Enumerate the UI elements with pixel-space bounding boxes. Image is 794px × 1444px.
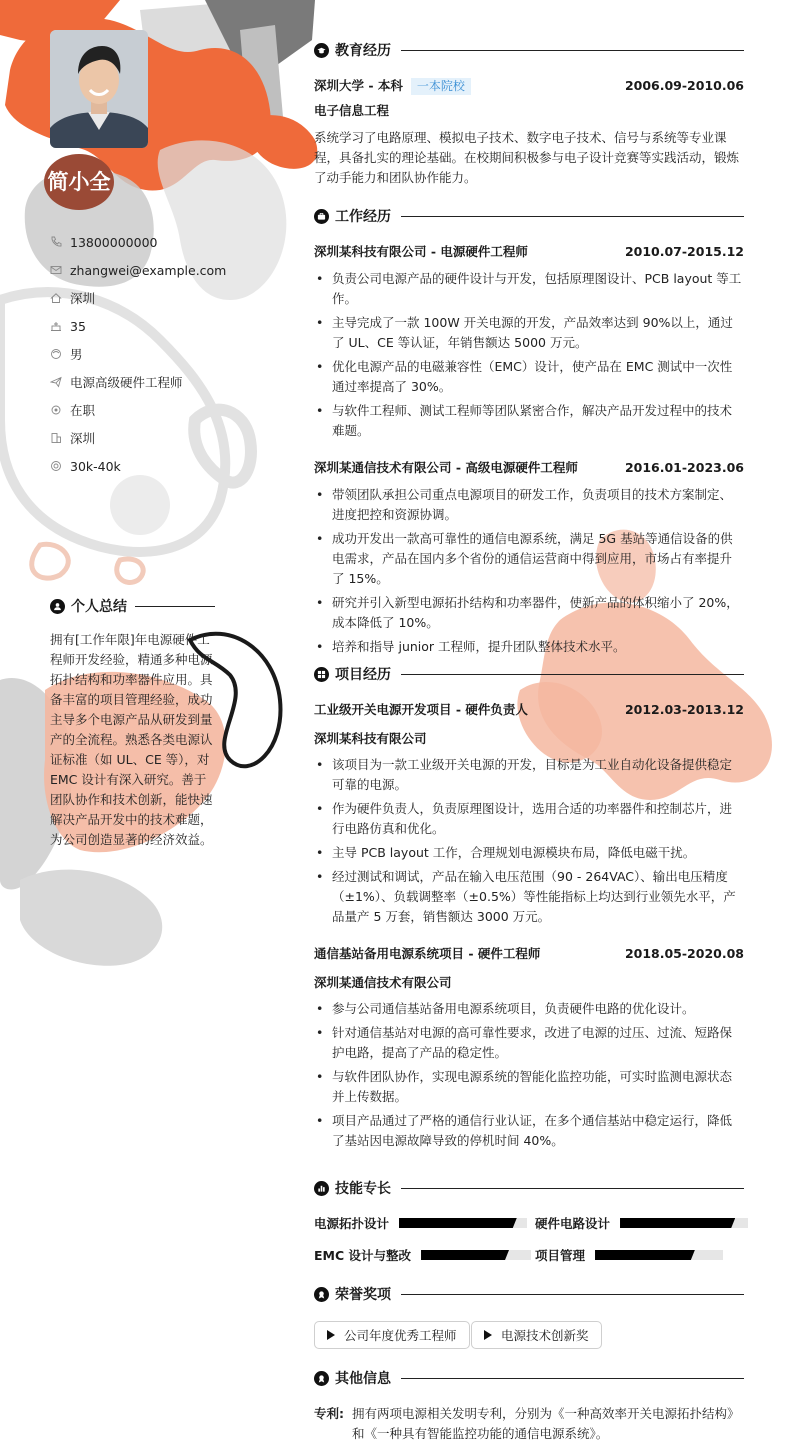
divider bbox=[135, 606, 215, 607]
gender-icon bbox=[50, 348, 62, 360]
contact-salary bbox=[50, 457, 121, 475]
project-date: 2012.03-2013.12 bbox=[624, 701, 744, 717]
project-company: 深圳某科技有限公司 bbox=[314, 731, 427, 746]
award-label: 公司年度优秀工程师 bbox=[344, 1328, 457, 1343]
contact-status bbox=[50, 401, 95, 419]
skill-bar-fill bbox=[620, 1218, 735, 1228]
job-date: 2016.01-2023.06 bbox=[624, 459, 744, 475]
phone-icon bbox=[50, 236, 62, 248]
skill-item bbox=[314, 1214, 527, 1232]
other-heading bbox=[314, 1368, 744, 1388]
candidate-name: 简小全 bbox=[44, 154, 114, 210]
skill-bar-fill bbox=[421, 1250, 509, 1260]
skill-item bbox=[314, 1246, 531, 1264]
projects-title: 项目经历 bbox=[335, 667, 391, 683]
list-item: • 与软件团队协作，实现电源系统的智能化监控功能，可实时监测电源状态并上传数据。 bbox=[314, 1067, 744, 1107]
school-badge: 一本院校 bbox=[411, 78, 471, 95]
education-heading bbox=[314, 40, 744, 60]
list-item: • 主导完成了一款 100W 开关电源的开发，产品效率达到 90%以上，通过了 UL、CE 等认证，年销售额达 5000 万元。 bbox=[314, 313, 744, 353]
award-label: 电源技术创新奖 bbox=[501, 1328, 589, 1343]
education-description: 系统学习了电路原理、模拟电子技术、数字电子技术、信号与系统等专业课程，具备扎实的理论基础。在校期间积极参与电子设计竞赛等实践活动，锻炼了动手能力和团队协作能力。 bbox=[314, 130, 740, 185]
project-bullets bbox=[314, 755, 744, 931]
list-item: • 针对通信基站对电源的高可靠性要求，改进了电源的过压、过流、短路保护电路，提高了产品的稳定性。 bbox=[314, 1023, 744, 1063]
job-heading: 深圳某科技有限公司 - 电源硬件工程师 bbox=[314, 244, 528, 259]
job-bullets bbox=[314, 269, 744, 445]
skill-item bbox=[535, 1214, 748, 1232]
work-title: 工作经历 bbox=[335, 209, 391, 225]
contact-value: 深圳 bbox=[70, 431, 96, 446]
contact-value: 电源高级硬件工程师 bbox=[70, 375, 183, 390]
awards-title: 荣誉奖项 bbox=[335, 1287, 391, 1303]
play-icon bbox=[484, 1330, 492, 1340]
contact-city bbox=[50, 289, 95, 307]
project-row bbox=[314, 944, 744, 962]
skill-bar bbox=[421, 1250, 531, 1260]
divider bbox=[401, 50, 744, 51]
building-icon bbox=[50, 432, 62, 444]
job-bullets bbox=[314, 485, 744, 661]
list-item: • 参与公司通信基站备用电源系统项目，负责硬件电路的优化设计。 bbox=[314, 999, 744, 1019]
school-name: 深圳大学 - 本科 bbox=[314, 77, 403, 93]
cake-icon bbox=[50, 320, 62, 332]
divider bbox=[401, 1294, 744, 1295]
skills-title: 技能专长 bbox=[335, 1181, 391, 1197]
job-heading: 深圳某通信技术有限公司 - 高级电源硬件工程师 bbox=[314, 460, 578, 475]
list-item: • 培养和指导 junior 工程师，提升团队整体技术水平。 bbox=[314, 637, 744, 657]
send-icon bbox=[50, 376, 62, 388]
awards-heading bbox=[314, 1284, 744, 1304]
list-item: • 该项目为一款工业级开关电源的开发，目标是为工业自动化设备提供稳定可靠的电源。 bbox=[314, 755, 744, 795]
divider bbox=[401, 216, 744, 217]
skill-name: 硬件电路设计 bbox=[535, 1216, 611, 1231]
award-icon bbox=[314, 1371, 329, 1386]
other-info bbox=[314, 1404, 744, 1444]
job-row bbox=[314, 242, 744, 260]
other-label: 专利: bbox=[314, 1406, 344, 1421]
contact-value: 男 bbox=[70, 347, 83, 362]
skill-name: EMC 设计与整改 bbox=[314, 1248, 412, 1263]
list-item: • 与软件工程师、测试工程师等团队紧密合作，解决产品开发过程中的技术难题。 bbox=[314, 401, 744, 441]
skills-heading bbox=[314, 1178, 744, 1198]
list-item: • 经过测试和调试，产品在输入电压范围（90 - 264VAC）、输出电压精度（±1%）、负载调整率（±0.5%）等性能指标上均达到行业领先水平，产品量产 5 万套，销售额达 3000 万元。 bbox=[314, 867, 744, 927]
skill-item bbox=[535, 1246, 723, 1264]
salary-icon bbox=[50, 460, 62, 472]
education-major: 电子信息工程 bbox=[314, 103, 390, 118]
contact-email bbox=[50, 261, 226, 279]
project-company: 深圳某通信技术有限公司 bbox=[314, 975, 452, 990]
skill-bar-fill bbox=[399, 1218, 517, 1228]
skill-bar bbox=[620, 1218, 748, 1228]
other-text: 拥有两项电源相关发明专利，分别为《一种高效率开关电源拓扑结构》和《一种具有智能监控功能的通信电源系统》。 bbox=[352, 1406, 740, 1441]
graduation-cap-icon bbox=[314, 43, 329, 58]
list-item: • 主导 PCB layout 工作，合理规划电源模块布局，降低电磁干扰。 bbox=[314, 843, 744, 863]
education-row bbox=[314, 76, 744, 94]
contact-position bbox=[50, 373, 183, 391]
contact-gender bbox=[50, 345, 83, 363]
list-item: • 负责公司电源产品的硬件设计与开发，包括原理图设计、PCB layout 等工作。 bbox=[314, 269, 744, 309]
list-item: • 研究并引入新型电源拓扑结构和功率器件，使新产品的体积缩小了 20%，成本降低了 10%。 bbox=[314, 593, 744, 633]
other-title: 其他信息 bbox=[335, 1371, 391, 1387]
work-heading bbox=[314, 206, 744, 226]
contact-age bbox=[50, 317, 86, 335]
skill-bar bbox=[595, 1250, 723, 1260]
project-row bbox=[314, 700, 744, 718]
project-bullets bbox=[314, 999, 744, 1155]
summary-title: 个人总结 bbox=[71, 599, 127, 615]
home-icon bbox=[50, 292, 62, 304]
list-item: • 作为硬件负责人，负责原理图设计，选用合适的功率器件和控制芯片，进行电路仿真和优化。 bbox=[314, 799, 744, 839]
bar-chart-icon bbox=[314, 1181, 329, 1196]
project-heading: 工业级开关电源开发项目 - 硬件负责人 bbox=[314, 702, 528, 717]
summary-text: 拥有[工作年限]年电源硬件工程师开发经验，精通多种电源拓扑结构和功率器件应用。具备丰富的项目管理经验，成功主导多个电源产品从研发到量产的全流程。熟悉各类电源认证标准（如 UL、CE 等），对 EMC 设计有深入研究。善于团队协作和技术创新，能快速解决产品开发中的技术难题，为公司创造显著的经济效益。 bbox=[50, 632, 213, 847]
award-icon bbox=[314, 1287, 329, 1302]
education-title: 教育经历 bbox=[335, 43, 391, 59]
divider bbox=[401, 1378, 744, 1379]
briefcase-icon bbox=[314, 209, 329, 224]
project-heading: 通信基站备用电源系统项目 - 硬件工程师 bbox=[314, 946, 541, 961]
play-icon bbox=[327, 1330, 335, 1340]
list-item: • 带领团队承担公司重点电源项目的研发工作，负责项目的技术方案制定、进度把控和资源协调。 bbox=[314, 485, 744, 525]
list-item: • 优化电源产品的电磁兼容性（EMC）设计，使产品在 EMC 测试中一次性通过率提高了 30%。 bbox=[314, 357, 744, 397]
list-item: • 成功开发出一款高可靠性的通信电源系统，满足 5G 基站等通信设备的供电需求，产品在国内多个省份的通信运营商中得到应用，市场占有率提升了 15%。 bbox=[314, 529, 744, 589]
avatar bbox=[50, 30, 148, 148]
list-item: • 项目产品通过了严格的通信行业认证，在多个通信基站中稳定运行，降低了基站因电源故障导致的停机时间 40%。 bbox=[314, 1111, 744, 1151]
contact-value: 30k-40k bbox=[70, 458, 121, 474]
mail-icon bbox=[50, 264, 62, 276]
contact-location bbox=[50, 429, 95, 447]
projects-heading bbox=[314, 664, 744, 684]
summary-heading bbox=[50, 596, 215, 616]
award-tag bbox=[314, 1321, 470, 1349]
divider bbox=[401, 1188, 744, 1189]
user-icon bbox=[50, 599, 65, 614]
job-date: 2010.07-2015.12 bbox=[624, 243, 744, 259]
project-date: 2018.05-2020.08 bbox=[624, 945, 744, 961]
skill-name: 项目管理 bbox=[535, 1248, 586, 1263]
contact-value: 35 bbox=[70, 318, 86, 334]
contact-phone bbox=[50, 233, 157, 251]
avatar-portrait-icon bbox=[50, 30, 148, 148]
contact-value: zhangwei@example.com bbox=[70, 262, 227, 278]
job-row bbox=[314, 458, 744, 476]
status-icon bbox=[50, 404, 62, 416]
education-date: 2006.09-2010.06 bbox=[624, 77, 744, 93]
skill-name: 电源拓扑设计 bbox=[314, 1216, 390, 1231]
contact-value: 13800000000 bbox=[70, 234, 158, 250]
skill-bar-fill bbox=[595, 1250, 695, 1260]
grid-icon bbox=[314, 667, 329, 682]
skill-bar bbox=[399, 1218, 527, 1228]
contact-value: 深圳 bbox=[70, 291, 96, 306]
award-tag bbox=[471, 1321, 602, 1349]
divider bbox=[401, 674, 744, 675]
contact-value: 在职 bbox=[70, 403, 96, 418]
